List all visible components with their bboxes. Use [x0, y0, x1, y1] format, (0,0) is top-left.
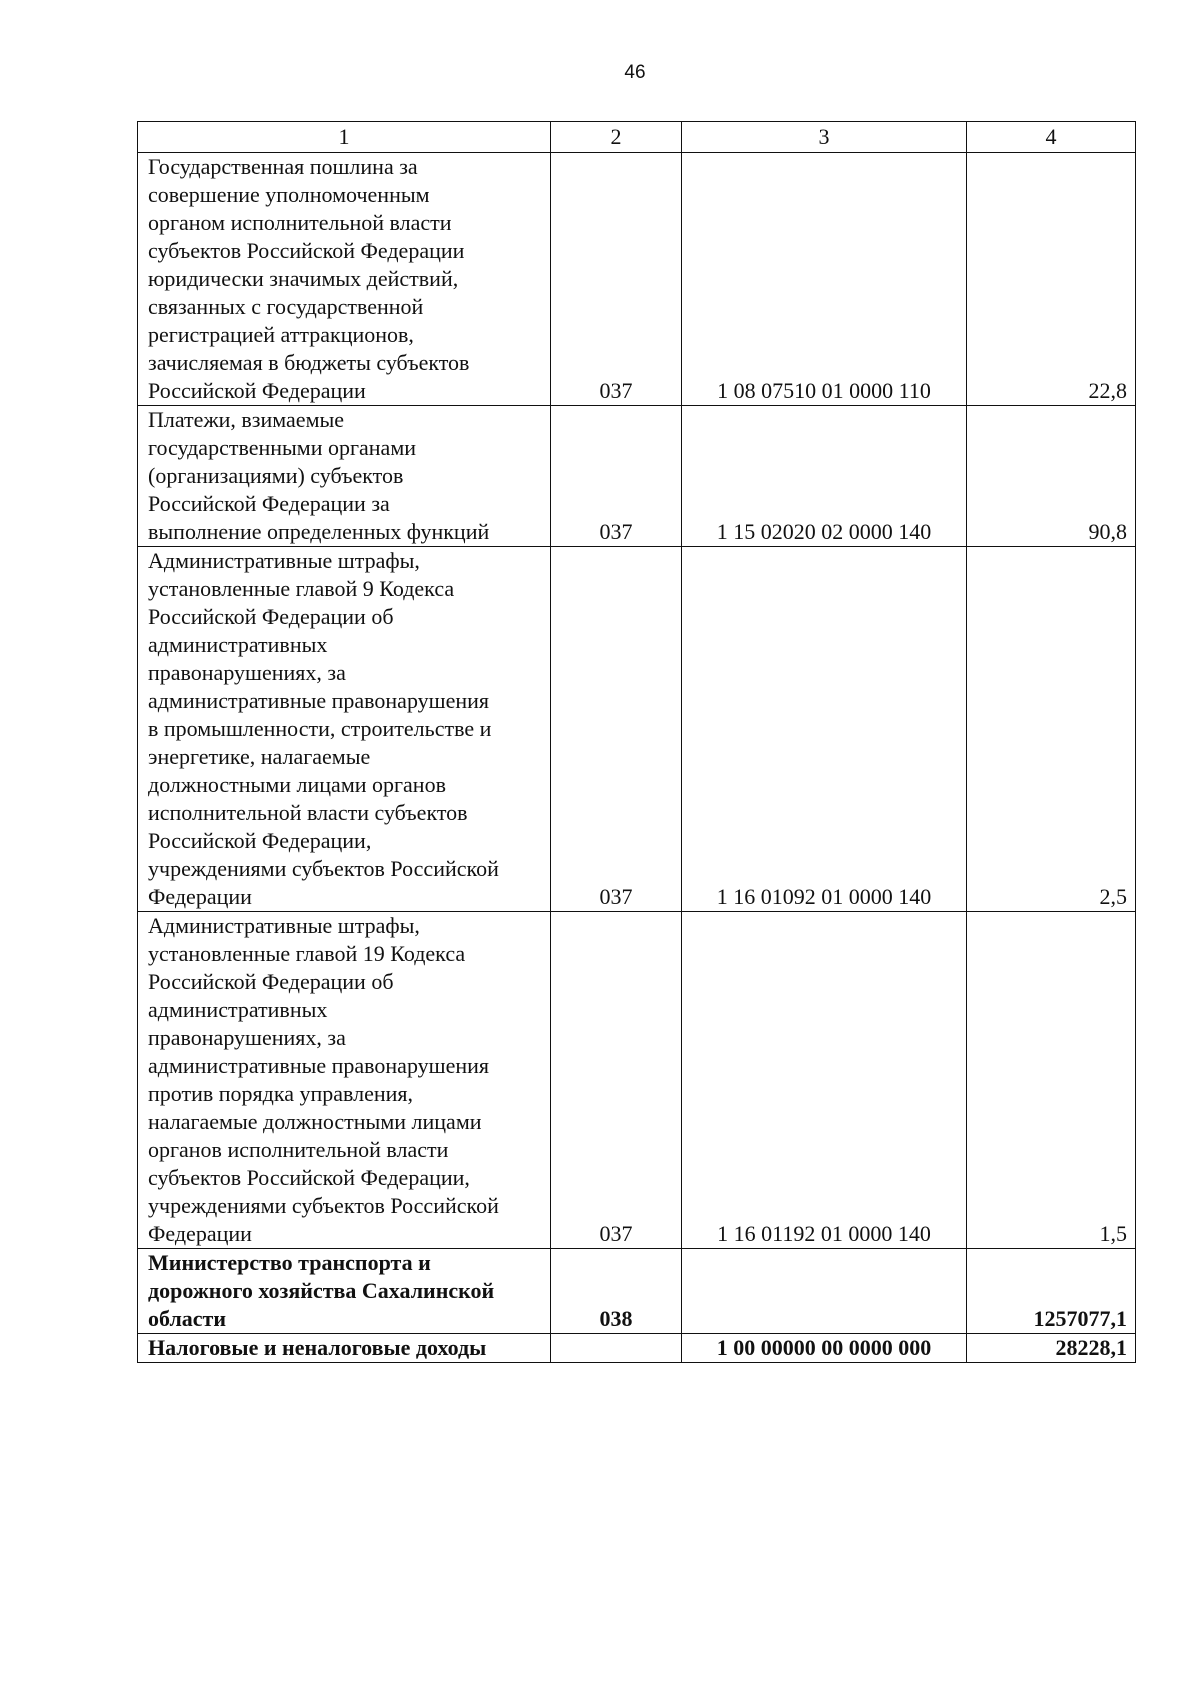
table-row — [138, 406, 1136, 547]
revenue-name-cell: Государственная пошлина за совершение уполномоченным органом исполнительной власти субъектов Российской Федерации юридически значимых действий, связанных с государственной регистрацией аттракционов, зачисляемая в бюджеты субъектов Российской Федерации — [138, 153, 551, 406]
revenue-table — [137, 121, 1136, 1363]
admin-code-cell: 038 — [551, 1249, 682, 1334]
budget-code-cell: 1 16 01192 01 0000 140 — [682, 912, 967, 1249]
column-header-2: 2 — [551, 122, 682, 153]
amount-cell: 2,5 — [967, 547, 1136, 912]
table-row — [138, 153, 1136, 406]
budget-code-cell: 1 16 01092 01 0000 140 — [682, 547, 967, 912]
column-header-4: 4 — [967, 122, 1136, 153]
budget-code-cell: 1 00 00000 00 0000 000 — [682, 1334, 967, 1363]
budget-code-cell — [682, 1249, 967, 1334]
table-header-row — [138, 122, 1136, 153]
admin-code-cell: 037 — [551, 153, 682, 406]
budget-code-cell: 1 08 07510 01 0000 110 — [682, 153, 967, 406]
amount-cell: 28228,1 — [967, 1334, 1136, 1363]
budget-code-cell: 1 15 02020 02 0000 140 — [682, 406, 967, 547]
revenue-name-cell: Административные штрафы, установленные главой 19 Кодекса Российской Федерации об административных правонарушениях, за административные правонарушения против порядка управления, налагаемые должностными лицами органов исполнительной власти субъектов Российской Федерации, учреждениями субъектов Российской Федерации — [138, 912, 551, 1249]
column-header-3: 3 — [682, 122, 967, 153]
amount-cell: 1,5 — [967, 912, 1136, 1249]
revenue-name-cell: Административные штрафы, установленные главой 9 Кодекса Российской Федерации об административных правонарушениях, за административные правонарушения в промышленности, строительстве и энергетике, налагаемые должностными лицами органов исполнительной власти субъектов Российской Федерации, учреждениями субъектов Российской Федерации — [138, 547, 551, 912]
table-row-subtotal — [138, 1334, 1136, 1363]
table-row — [138, 912, 1136, 1249]
column-header-1: 1 — [138, 122, 551, 153]
revenue-name-cell: Налоговые и неналоговые доходы — [138, 1334, 551, 1363]
page-number: 46 — [624, 62, 646, 83]
admin-code-cell: 037 — [551, 547, 682, 912]
admin-code-cell — [551, 1334, 682, 1363]
amount-cell: 1257077,1 — [967, 1249, 1136, 1334]
revenue-name-cell: Платежи, взимаемые государственными органами (организациями) субъектов Российской Федерации за выполнение определенных функций — [138, 406, 551, 547]
table-row — [138, 547, 1136, 912]
admin-code-cell: 037 — [551, 406, 682, 547]
revenue-name-cell: Министерство транспорта и дорожного хозяйства Сахалинской области — [138, 1249, 551, 1334]
admin-code-cell: 037 — [551, 912, 682, 1249]
amount-cell: 90,8 — [967, 406, 1136, 547]
table-row-ministry — [138, 1249, 1136, 1334]
amount-cell: 22,8 — [967, 153, 1136, 406]
